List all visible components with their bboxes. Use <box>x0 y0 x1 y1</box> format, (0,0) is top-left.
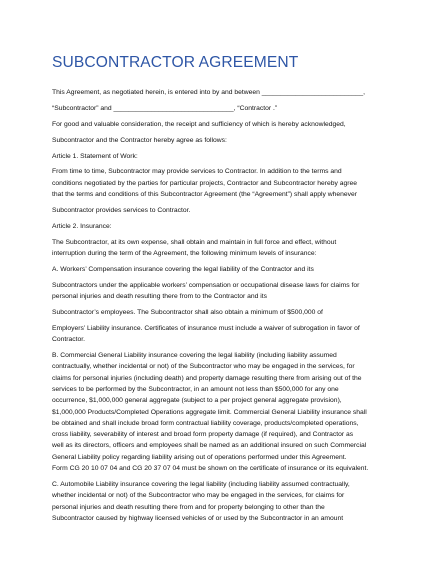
paragraph-contractor: “Subcontractor” and ________________________________, “Contractor .” <box>52 104 278 112</box>
paragraph-automobile-liability: C. Automobile Liability insurance covering the legal liability (including liability assumed contractually, whether incidental or not) of the Subcontractor who may be engaged in the services, for claims for personal injuries and death resulting there from and for property belonging to other than the Subcontractor caused by highway licensed vehicles of or used by the Subcontractor in an amount <box>52 480 350 522</box>
paragraph-workers-comp: A. Workers’ Compensation insurance covering the legal liability of the Contractor and its <box>52 265 314 273</box>
paragraph-employers-liability: Employers’ Liability insurance. Certificates of insurance must include a waiver of subrogation in favor of Contractor. <box>52 324 360 344</box>
paragraph-employees: Subcontractor’s employees. The Subcontractor shall also obtain a minimum of $500,000 of <box>52 308 323 316</box>
paragraph-provides-services: Subcontractor provides services to Contractor. <box>52 206 191 214</box>
paragraph-agree: Subcontractor and the Contractor hereby agree as follows: <box>52 136 227 144</box>
paragraph-general-liability: B. Commercial General Liability insurance covering the legal liability (including liability assumed contractually, whether incidental or not) of the Subcontractor who may be engaged in the services, for claims for personal injuries (including death) and property damage resulting there from arising out of the services to be performed by the Subcontractor, in an amount not less than $500,000 for any one occurrence, $1,000,000 general aggregate (subject to a per project general aggregate provision), $1,000,000 Products/Completed Operations aggregate limit. Commercial General Liability insurance shall be obtained and shall include broad form contractual liability coverage, products/completed operations, cross liability, severability of interest and broad form property damage (if required), and Contractor as well as its directors, officers and employees shall be named as an additional insured on such Commercial General Liability policy regarding liability arising out of operations performed under this Agreement. Form CG 20 10 07 04 and CG 20 37 07 04 must be shown on the certificate of insurance or its equivalent. <box>52 352 369 473</box>
paragraph-statement-of-work: From time to time, Subcontractor may provide services to Contractor. In addition to the terms and conditions negotiated by the parties for particular projects, Contractor and Subcontractor hereby agree that the terms and conditions of this Subcontractor Agreement (the “Agreement”) shall apply whenever <box>52 168 358 199</box>
document-title: SUBCONTRACTOR AGREEMENT <box>52 54 299 71</box>
paragraph-subcontractors-laws: Subcontractors under the applicable workers’ compensation or occupational disease laws for claims for personal injuries and death resulting there from to the Contractor and its <box>52 281 360 301</box>
article-2-heading: Article 2. Insurance: <box>52 222 112 230</box>
paragraph-parties: This Agreement, as negotiated herein, is entered into by and between ___________________________, <box>52 89 365 96</box>
paragraph-insurance-intro: The Subcontractor, at its own expense, shall obtain and maintain in full force and effect, without interruption during the term of the Agreement, the following minimum levels of insurance: <box>52 238 337 258</box>
paragraph-consideration: For good and valuable consideration, the receipt and sufficiency of which is hereby acknowledged, <box>52 120 346 128</box>
article-1-heading: Article 1. Statement of Work: <box>52 152 138 160</box>
